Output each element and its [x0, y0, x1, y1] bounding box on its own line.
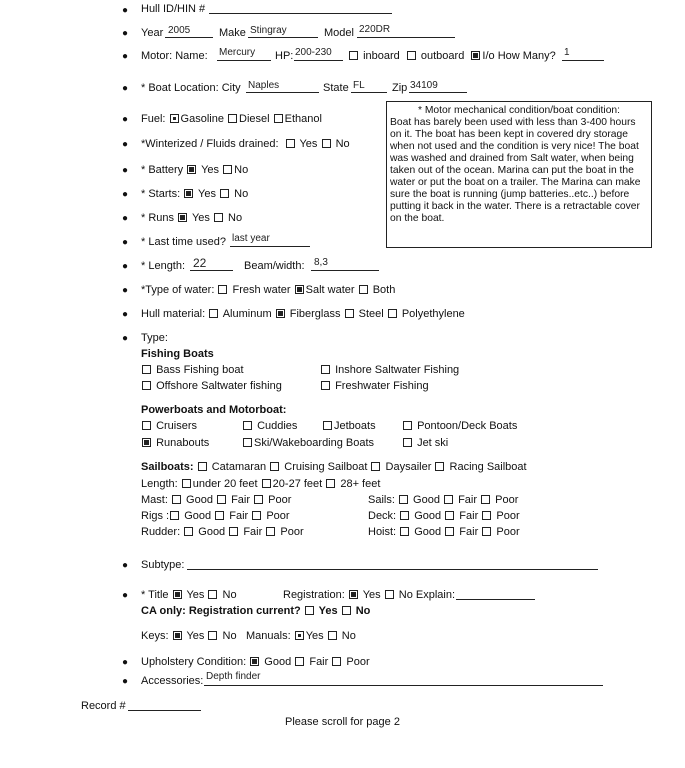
rigs-label: Rigs :: [141, 510, 170, 522]
subtype-field[interactable]: [187, 558, 598, 570]
fresh-water-label: Fresh water: [232, 284, 291, 296]
poor-label: Poor: [266, 510, 290, 522]
condition-note-box: [386, 101, 652, 248]
year-label: Year: [141, 27, 164, 39]
gasoline-label: Gasoline: [180, 113, 224, 125]
rudder-poor-checkbox[interactable]: [266, 527, 275, 536]
inboard-checkbox[interactable]: [349, 51, 358, 60]
bullet: ●: [122, 51, 129, 62]
zip-value: 34109: [410, 80, 438, 91]
winterized-row: [141, 138, 350, 150]
cruising-checkbox[interactable]: [270, 462, 279, 471]
deck-good-checkbox[interactable]: [400, 511, 409, 520]
hp-label: HP:: [275, 50, 294, 62]
bullet: ●: [122, 590, 129, 601]
record-field[interactable]: [128, 699, 201, 711]
both-water-label: Both: [372, 284, 396, 296]
diesel-label: Diesel: [239, 113, 270, 125]
racing-label: Racing Sailboat: [449, 461, 527, 473]
io-label: I/o: [482, 50, 495, 62]
under20-label: under 20 feet: [192, 478, 258, 490]
cuddies-checkbox[interactable]: [243, 421, 252, 430]
upholstery-row: [141, 656, 370, 668]
zip-label: Zip: [392, 82, 408, 94]
bullet: ●: [122, 165, 129, 176]
bullet: ●: [122, 237, 129, 248]
model-value: 220DR: [359, 24, 391, 35]
runs-label: * Runs: [141, 212, 175, 224]
jetboats-label: Jetboats: [334, 420, 376, 432]
io-checkbox[interactable]: [471, 51, 480, 60]
upholstery-good-label: Good: [264, 656, 292, 668]
polyethylene-label: Polyethylene: [401, 308, 465, 320]
offshore-label: Offshore Saltwater fishing: [156, 380, 282, 392]
power-option: [322, 420, 376, 432]
hull-id-label: Hull ID/HIN #: [141, 3, 206, 15]
battery-label: * Battery: [141, 164, 184, 176]
good-label: Good: [186, 494, 213, 506]
keys-no-label: No: [222, 630, 237, 642]
fishing-heading: Fishing Boats: [141, 348, 214, 360]
cruisers-label: Cruisers: [156, 420, 198, 432]
freshwater-fishing-checkbox[interactable]: [321, 381, 330, 390]
sails-label: Sails:: [368, 494, 395, 506]
starts-yes-label: Yes: [198, 188, 216, 200]
ca-yes-label: Yes: [318, 605, 338, 617]
power-option: [141, 437, 209, 449]
rigs-good-checkbox[interactable]: [170, 511, 179, 520]
polyethylene-checkbox[interactable]: [388, 309, 397, 318]
rudder-label: Rudder:: [141, 526, 181, 538]
rudder-fair-checkbox[interactable]: [229, 527, 238, 536]
ca-no-label: No: [355, 605, 371, 617]
good-label: Good: [198, 526, 226, 538]
upholstery-poor-label: Poor: [346, 656, 370, 668]
fiberglass-label: Fiberglass: [289, 308, 341, 320]
bullet: ●: [122, 213, 129, 224]
catamaran-checkbox[interactable]: [198, 462, 207, 471]
runs-no-checkbox[interactable]: [214, 213, 223, 222]
cruisers-checkbox[interactable]: [142, 421, 151, 430]
winterized-no-checkbox[interactable]: [322, 139, 331, 148]
ca-label: CA only: Registration current?: [141, 605, 301, 617]
hoist-row: [368, 526, 520, 538]
fair-label: Fair: [458, 494, 478, 506]
poor-label: Poor: [280, 526, 304, 538]
manuals-label: Manuals:: [246, 630, 291, 642]
fiberglass-checkbox[interactable]: [276, 309, 285, 318]
accessories-value: Depth finder: [206, 671, 261, 682]
runs-row: [141, 212, 242, 224]
model-label: Model: [324, 27, 354, 39]
hull-row: [141, 308, 465, 320]
outboard-checkbox[interactable]: [407, 51, 416, 60]
title-row: [141, 589, 237, 601]
rigs-poor-checkbox[interactable]: [252, 511, 261, 520]
keys-row: [141, 630, 237, 642]
freshwater-fishing-label: Freshwater Fishing: [335, 380, 429, 392]
rudder-row: [141, 526, 304, 538]
hoist-poor-checkbox[interactable]: [482, 527, 491, 536]
bullet: ●: [122, 333, 129, 344]
pontoon-label: Pontoon/Deck Boats: [417, 420, 518, 432]
battery-yes-label: Yes: [201, 164, 220, 176]
winterized-yes-checkbox[interactable]: [286, 139, 295, 148]
bullet: ●: [122, 309, 129, 320]
rudder-good-checkbox[interactable]: [184, 527, 193, 536]
bullet: ●: [122, 189, 129, 200]
inshore-checkbox[interactable]: [321, 365, 330, 374]
condition-note-text: Boat has barely been used with less than 3-400 hours on it. The boat has been kept in covered dry storage when not used and the condition is very nice! The boat was washed and drained from Salt water, when being taken out of the ocean. Marina can put the boat in the water or put the boat on a trailer. The Marina can make sure the boat is running (jump batteries..etc..) before putting it back in the water. There is a retractable cover on the boat.: [390, 117, 641, 224]
bullet: ●: [122, 114, 129, 125]
fuel-row: [141, 113, 322, 125]
runabouts-label: Runabouts: [156, 437, 210, 449]
upholstery-fair-checkbox[interactable]: [295, 657, 304, 666]
bullet: ●: [122, 83, 129, 94]
starts-no-label: No: [234, 188, 249, 200]
fishing-option: [320, 380, 429, 392]
fair-label: Fair: [459, 510, 479, 522]
sails-good-checkbox[interactable]: [399, 495, 408, 504]
rigs-fair-checkbox[interactable]: [215, 511, 224, 520]
starts-row: [141, 188, 248, 200]
mast-fair-checkbox[interactable]: [217, 495, 226, 504]
hoist-fair-checkbox[interactable]: [445, 527, 454, 536]
ca-no-checkbox[interactable]: [342, 606, 351, 615]
ethanol-label: Ethanol: [284, 113, 322, 125]
power-option: [141, 420, 197, 432]
title-yes-checkbox[interactable]: [173, 590, 182, 599]
keys-yes-checkbox[interactable]: [173, 631, 182, 640]
motor-name-value: Mercury: [219, 47, 256, 58]
scroll-note: Please scroll for page 2: [285, 716, 400, 728]
state-label: State: [323, 82, 349, 94]
hp-value: 200-230: [295, 47, 332, 58]
inshore-label: Inshore Saltwater Fishing: [335, 364, 460, 376]
runs-no-label: No: [228, 212, 243, 224]
sail-heading: Sailboats:: [141, 461, 194, 473]
mast-row: [141, 494, 291, 506]
registration-yes-checkbox[interactable]: [349, 590, 358, 599]
battery-no-label: No: [234, 164, 249, 176]
power-option: [242, 437, 374, 449]
ski-checkbox[interactable]: [243, 438, 252, 447]
20to27-label: 20-27 feet: [272, 478, 323, 490]
type-label: Type:: [141, 332, 168, 344]
state-value: FL: [353, 80, 365, 91]
registration-label: Registration:: [283, 589, 345, 601]
bullet: ●: [122, 560, 129, 571]
starts-yes-checkbox[interactable]: [184, 189, 193, 198]
fishing-option: [320, 364, 459, 376]
length-value: 22: [193, 256, 207, 270]
salt-water-checkbox[interactable]: [295, 285, 304, 294]
battery-yes-checkbox[interactable]: [187, 165, 196, 174]
fishing-option: [141, 364, 244, 376]
fair-label: Fair: [231, 494, 251, 506]
daysailer-checkbox[interactable]: [371, 462, 380, 471]
record-label: Record #: [81, 700, 126, 712]
bullet: ●: [122, 285, 129, 296]
registration-no-checkbox[interactable]: [385, 590, 394, 599]
how-many-label: How Many?: [497, 50, 556, 62]
length-label: * Length:: [141, 260, 186, 272]
poor-label: Poor: [496, 526, 520, 538]
water-row: [141, 284, 395, 296]
pontoon-checkbox[interactable]: [403, 421, 412, 430]
keys-yes-label: Yes: [186, 630, 205, 642]
jetboats-checkbox[interactable]: [323, 421, 332, 430]
salt-water-label: Salt water: [305, 284, 355, 296]
upholstery-fair-label: Fair: [309, 656, 329, 668]
sails-poor-checkbox[interactable]: [481, 495, 490, 504]
keys-label: Keys:: [141, 630, 169, 642]
fair-label: Fair: [243, 526, 263, 538]
under20-checkbox[interactable]: [182, 479, 191, 488]
good-label: Good: [413, 494, 440, 506]
runs-yes-label: Yes: [191, 212, 210, 224]
accessories-label: Accessories:: [141, 675, 204, 687]
deck-row: [368, 510, 520, 522]
fresh-water-checkbox[interactable]: [218, 285, 227, 294]
aluminum-checkbox[interactable]: [209, 309, 218, 318]
manuals-yes-checkbox[interactable]: [295, 631, 304, 640]
daysailer-label: Daysailer: [385, 461, 432, 473]
good-label: Good: [414, 526, 442, 538]
steel-checkbox[interactable]: [345, 309, 354, 318]
inboard-label: inboard: [363, 50, 400, 62]
starts-label: * Starts:: [141, 188, 181, 200]
bullet: ●: [122, 261, 129, 272]
deck-poor-checkbox[interactable]: [482, 511, 491, 520]
gasoline-checkbox[interactable]: [170, 114, 179, 123]
hull-id-field[interactable]: [209, 2, 392, 14]
fair-label: Fair: [229, 510, 249, 522]
good-label: Good: [184, 510, 212, 522]
bullet: ●: [122, 676, 129, 687]
sail-row: [141, 461, 527, 473]
sails-row: [368, 494, 518, 506]
battery-row: [141, 164, 248, 176]
racing-checkbox[interactable]: [435, 462, 444, 471]
ca-row: [141, 605, 370, 617]
make-value: Stingray: [250, 25, 287, 36]
ethanol-checkbox[interactable]: [274, 114, 283, 123]
runs-yes-checkbox[interactable]: [178, 213, 187, 222]
runabouts-checkbox[interactable]: [142, 438, 151, 447]
upholstery-label: Upholstery Condition:: [141, 656, 247, 668]
hull-label: Hull material:: [141, 308, 206, 320]
outboard-label: outboard: [420, 50, 465, 62]
poor-label: Poor: [495, 494, 519, 506]
registration-row: [283, 589, 455, 601]
battery-no-checkbox[interactable]: [223, 165, 232, 174]
both-water-checkbox[interactable]: [359, 285, 368, 294]
upholstery-good-checkbox[interactable]: [250, 657, 259, 666]
manuals-yes-label: Yes: [305, 630, 324, 642]
deck-fair-checkbox[interactable]: [445, 511, 454, 520]
winterized-no-label: No: [335, 138, 350, 150]
beam-label: Beam/width:: [244, 260, 305, 272]
title-no-label: No: [222, 589, 237, 601]
28plus-label: 28+ feet: [340, 478, 381, 490]
catamaran-label: Catamaran: [211, 461, 267, 473]
last-used-value: last year: [232, 233, 270, 244]
ski-label: Ski/Wakeboarding Boats: [254, 437, 375, 449]
poor-label: Poor: [496, 510, 520, 522]
mast-poor-checkbox[interactable]: [254, 495, 263, 504]
steel-label: Steel: [358, 308, 384, 320]
subtype-label: Subtype:: [141, 559, 185, 571]
sail-length-label: Length:: [141, 478, 178, 490]
jetski-label: Jet ski: [417, 437, 449, 449]
bullet: ●: [122, 657, 129, 668]
title-label: * Title: [141, 589, 169, 601]
cruising-label: Cruising Sailboat: [284, 461, 368, 473]
fishing-option: [141, 380, 282, 392]
mast-label: Mast:: [141, 494, 168, 506]
bullet: ●: [122, 5, 129, 16]
rigs-row: [141, 510, 290, 522]
power-option: [402, 420, 517, 432]
good-label: Good: [414, 510, 442, 522]
accessories-field[interactable]: [204, 674, 603, 686]
power-option: [242, 420, 297, 432]
ca-yes-checkbox[interactable]: [305, 606, 314, 615]
power-option: [402, 437, 448, 449]
last-used-label: * Last time used?: [141, 236, 226, 248]
bass-label: Bass Fishing boat: [156, 364, 244, 376]
beam-value: 8,3: [314, 257, 328, 268]
bullet: ●: [122, 28, 129, 39]
manuals-no-checkbox[interactable]: [328, 631, 337, 640]
registration-no-label: No Explain:: [398, 589, 456, 601]
how-many-value: 1: [564, 47, 570, 58]
aluminum-label: Aluminum: [222, 308, 272, 320]
starts-no-checkbox[interactable]: [220, 189, 229, 198]
winterized-label: *Winterized / Fluids drained:: [141, 138, 279, 150]
20to27-checkbox[interactable]: [262, 479, 271, 488]
title-no-checkbox[interactable]: [208, 590, 217, 599]
jetski-checkbox[interactable]: [403, 438, 412, 447]
manuals-no-label: No: [341, 630, 356, 642]
deck-label: Deck:: [368, 510, 397, 522]
winterized-yes-label: Yes: [299, 138, 318, 150]
bass-checkbox[interactable]: [142, 365, 151, 374]
fuel-label: Fuel:: [141, 113, 166, 125]
motor-type-options: [348, 50, 556, 62]
motor-label: Motor: Name:: [141, 50, 208, 62]
city-label: * Boat Location: City: [141, 82, 241, 94]
year-value: 2005: [168, 25, 191, 36]
fair-label: Fair: [459, 526, 479, 538]
sails-fair-checkbox[interactable]: [444, 495, 453, 504]
28plus-checkbox[interactable]: [326, 479, 335, 488]
city-value: Naples: [248, 80, 280, 91]
registration-yes-label: Yes: [362, 589, 381, 601]
cuddies-label: Cuddies: [257, 420, 298, 432]
mast-good-checkbox[interactable]: [172, 495, 181, 504]
diesel-checkbox[interactable]: [228, 114, 237, 123]
bullet: ●: [122, 139, 129, 150]
registration-explain-field[interactable]: [456, 588, 535, 600]
hoist-good-checkbox[interactable]: [400, 527, 409, 536]
hoist-label: Hoist:: [368, 526, 397, 538]
title-yes-label: Yes: [186, 589, 205, 601]
condition-note-heading: * Motor mechanical condition/boat condition:: [417, 105, 621, 116]
water-label: *Type of water:: [141, 284, 215, 296]
upholstery-poor-checkbox[interactable]: [332, 657, 341, 666]
power-heading: Powerboats and Motorboat:: [141, 404, 287, 416]
manuals-row: [246, 630, 356, 642]
keys-no-checkbox[interactable]: [208, 631, 217, 640]
sail-length-row: [141, 478, 380, 490]
make-label: Make: [219, 27, 246, 39]
poor-label: Poor: [268, 494, 292, 506]
offshore-checkbox[interactable]: [142, 381, 151, 390]
